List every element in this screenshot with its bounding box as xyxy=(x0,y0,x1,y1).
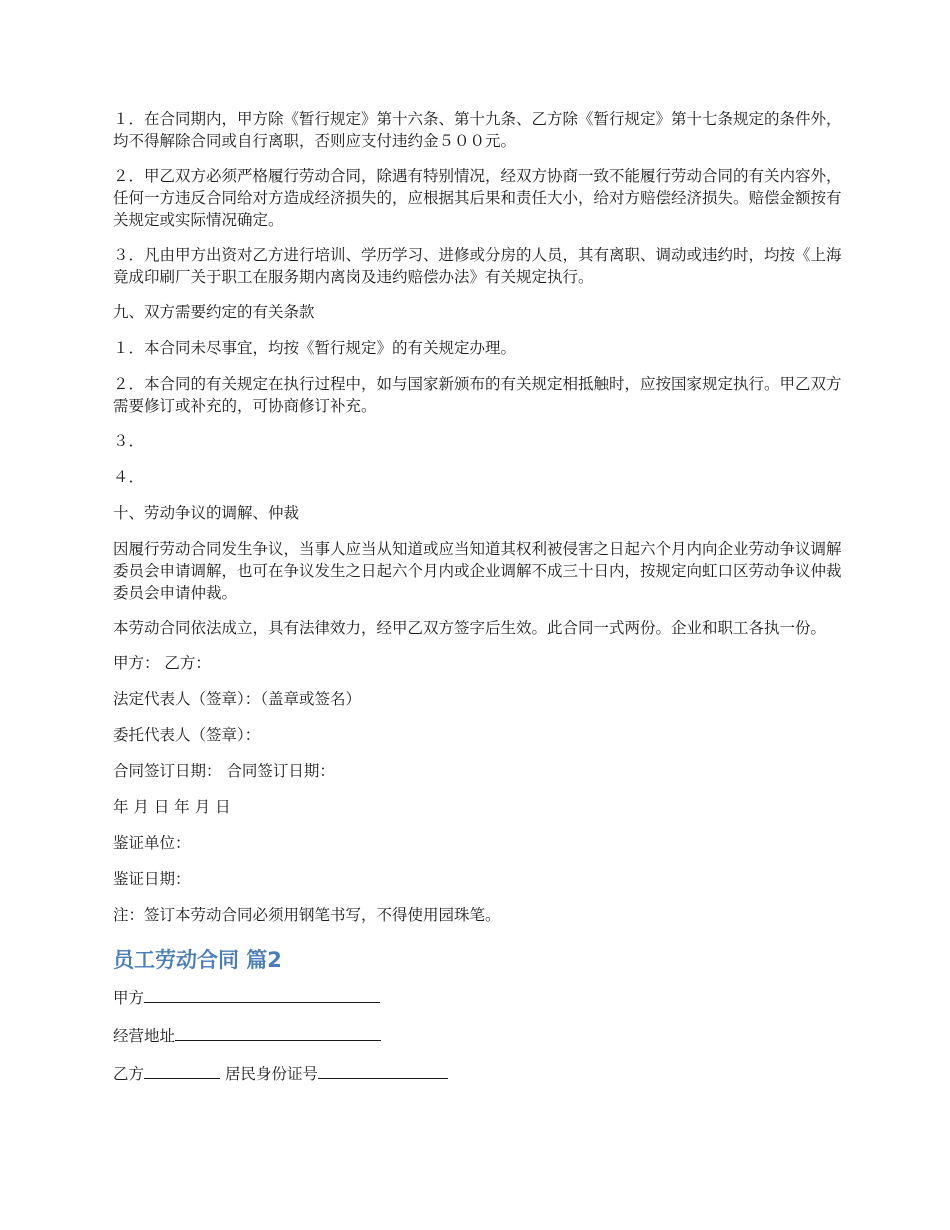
section-10-title: 十、劳动争议的调解、仲裁 xyxy=(113,504,300,522)
party-b-blank xyxy=(144,1062,220,1079)
address-label: 经营地址 xyxy=(113,1027,176,1045)
clause-8-2: ２．甲乙双方必须严格履行劳动合同，除遇有特别情况，经双方协商一致不能履行劳动合同的有关内容外，任何一方违反合同给对方造成经济损失的，应根据其后果和责任大小，给对方赔偿经济损失。赔偿金额按有关规定或实际情况确定。 xyxy=(113,167,842,229)
clause-9-2: ２．本合同的有关规定在执行过程中，如与国家新颁布的有关规定相抵触时，应按国家规定执行。甲乙双方需要修订或补充的，可协商修订补充。 xyxy=(113,375,842,415)
party-a-label: 甲方 xyxy=(113,989,145,1007)
party-a-line xyxy=(113,986,843,1009)
clause-9-1: １．本合同未尽事宜，均按《暂行规定》的有关规定办理。 xyxy=(113,339,517,357)
address-blank xyxy=(175,1024,381,1041)
signing-note: 注：签订本劳动合同必须用钢笔书写，不得使用园珠笔。 xyxy=(113,906,501,924)
signature-dates: 合同签订日期： 合同签订日期： xyxy=(113,762,335,780)
id-number-label: 居民身份证号 xyxy=(224,1065,318,1083)
section-10-body: 因履行劳动合同发生争议，当事人应当从知道或应当知道其权利被侵害之日起六个月内向企业劳动争议调解委员会申请调解，也可在争议发生之日起六个月内或企业调解不成三十日内，按规定向虹口区劳动争议仲裁委员会申请仲裁。 xyxy=(113,540,842,602)
verification-date: 鉴证日期： xyxy=(113,870,191,888)
clause-9-4: ４． xyxy=(113,468,145,486)
section-9-title: 九、双方需要约定的有关条款 xyxy=(113,303,315,321)
section-2-heading: 员工劳动合同 篇2 xyxy=(113,948,282,972)
id-number-blank xyxy=(318,1062,448,1079)
clause-9-3: ３． xyxy=(113,432,145,450)
address-line xyxy=(113,1024,843,1047)
party-b-label: 乙方 xyxy=(113,1065,145,1083)
document-page xyxy=(113,108,843,1100)
signature-parties: 甲方： 乙方： xyxy=(113,654,211,672)
signature-legal-rep: 法定代表人（签章）：（盖章或签名） xyxy=(113,690,362,708)
signature-entrusted-rep: 委托代表人（签章）： xyxy=(113,726,261,744)
clause-8-1: １．在合同期内，甲方除《暂行规定》第十六条、第十九条、乙方除《暂行规定》第十七条规定的条件外，均不得解除合同或自行离职，否则应支付违约金５００元。 xyxy=(113,110,842,150)
signature-ymd: 年 月 日 年 月 日 xyxy=(113,798,231,816)
party-b-line xyxy=(113,1062,843,1085)
clause-8-3: ３．凡由甲方出资对乙方进行培训、学历学习、进修或分房的人员，其有离职、调动或违约时，均按《上海竟成印刷厂关于职工在服务期内离岗及违约赔偿办法》有关规定执行。 xyxy=(113,246,842,286)
effect-clause: 本劳动合同依法成立，具有法律效力，经甲乙双方签字后生效。此合同一式两份。企业和职工各执一份。 xyxy=(113,619,827,637)
party-a-blank xyxy=(144,986,380,1003)
verification-unit: 鉴证单位： xyxy=(113,834,191,852)
